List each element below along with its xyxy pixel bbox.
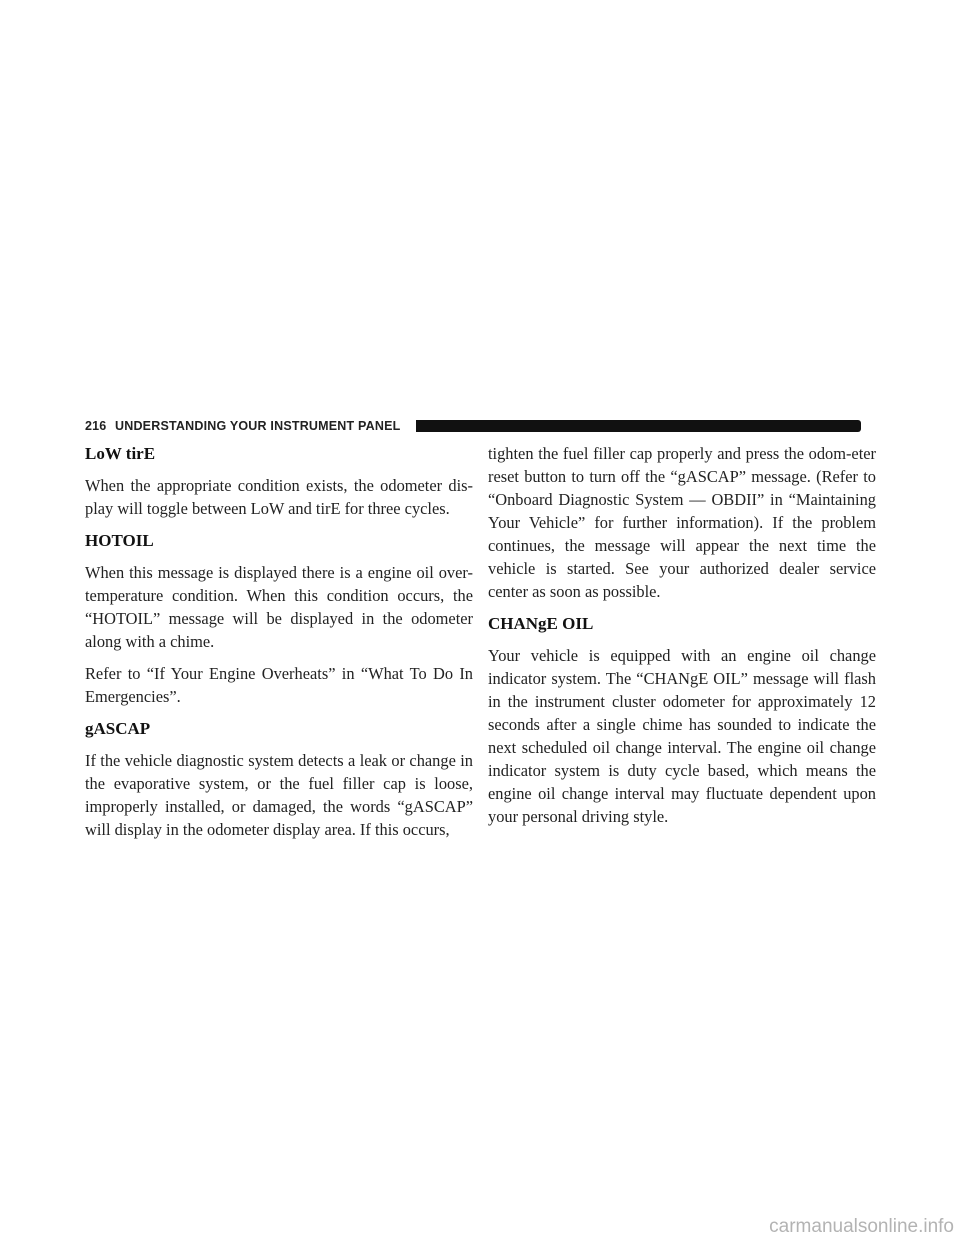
heading-gascap: gASCAP [85, 719, 151, 738]
watermark-link[interactable]: carmanualsonline.info [769, 1216, 954, 1237]
right-column [488, 442, 876, 837]
heading-hotoil: HOTOIL [85, 531, 154, 550]
paragraph-low-tire: When the appropriate condition exists, the odometer dis-play will toggle between LoW and tirE for three cycles. [85, 476, 473, 518]
paragraph-change-oil: Your vehicle is equipped with an engine oil change indicator system. The “CHANgE OIL” message will flash in the instrument cluster odometer for approximately 12 seconds after a single chime has sounded to indicate the next scheduled oil change interval. The engine oil change indicator system is duty cycle based, which means the engine oil change interval may fluctuate dependent upon your personal driving style. [488, 646, 876, 826]
page-header [85, 417, 861, 435]
paragraph-hotoil-refer: Refer to “If Your Engine Overheats” in “What To Do In Emergencies”. [85, 664, 473, 706]
heading-change-oil: CHANgE OIL [488, 614, 594, 633]
paragraph-gascap-continued: tighten the fuel filler cap properly and press the odom-eter reset button to turn off the “gASCAP” message. (Refer to “Onboard Diagnostic System — OBDII” in “Maintaining Your Vehicle” for further information). If the problem continues, the message will appear the next time the vehicle is started. See your authorized dealer service center as soon as possible. [488, 444, 876, 601]
page-number: 216 [85, 419, 107, 433]
paragraph-hotoil: When this message is displayed there is a engine oil over-temperature condition. When this condition occurs, the “HOTOIL” message will be displayed in the odometer along with a chime. [85, 563, 473, 651]
left-column [85, 442, 473, 850]
heading-low-tire: LoW tirE [85, 444, 156, 463]
section-title: UNDERSTANDING YOUR INSTRUMENT PANEL [115, 419, 401, 433]
header-rule-bar [416, 420, 861, 432]
paragraph-gascap: If the vehicle diagnostic system detects a leak or change in the evaporative system, or the fuel filler cap is loose, improperly installed, or damaged, the words “gASCAP” will display in the odometer display area. If this occurs, [85, 751, 473, 839]
